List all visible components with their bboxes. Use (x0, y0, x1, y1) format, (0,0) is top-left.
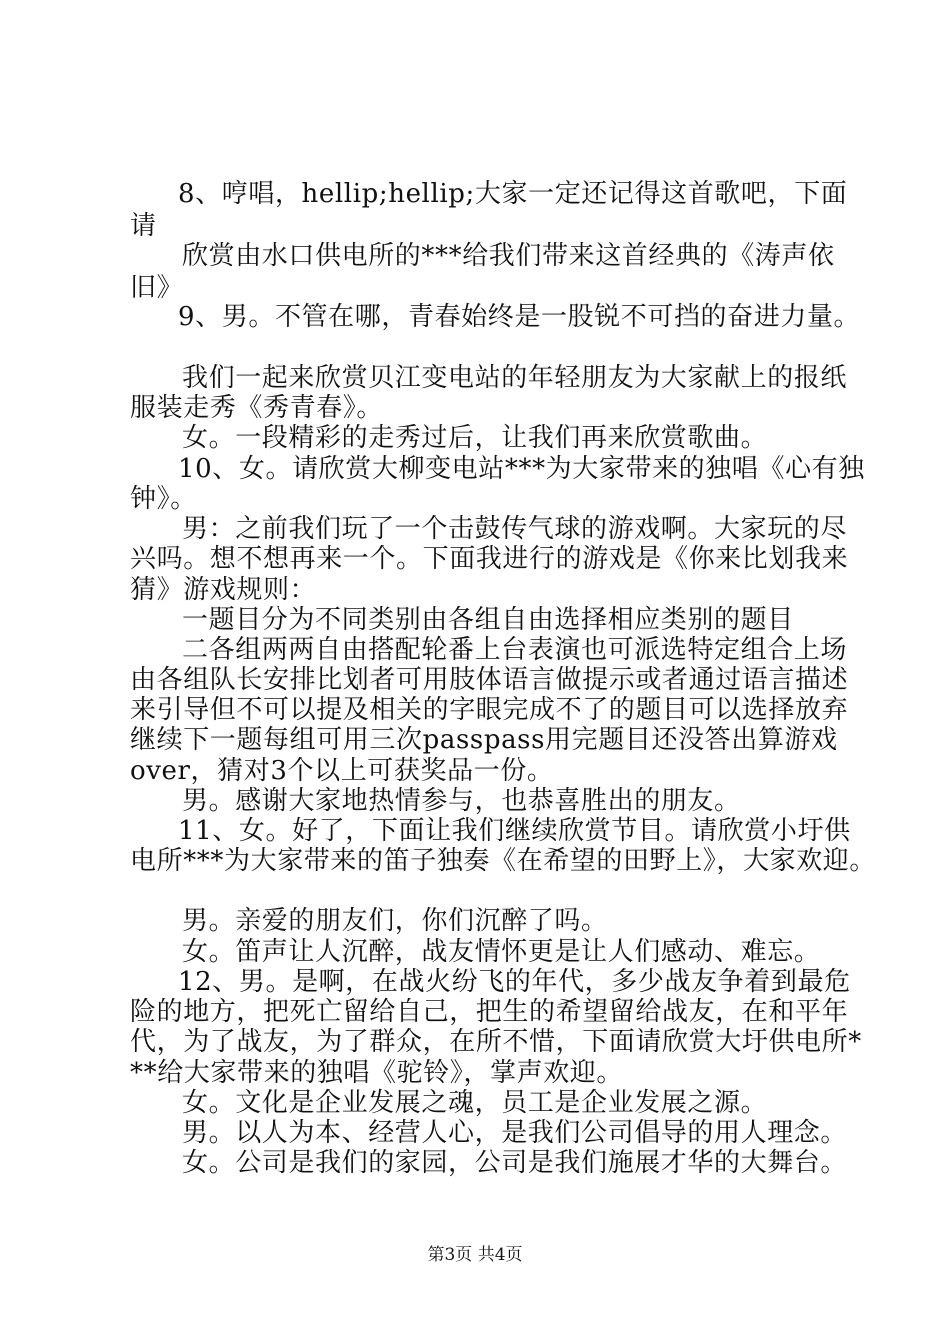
text-line: 12、男。是啊，在战火纷飞的年代，多少战友争着到最危 (178, 967, 851, 997)
text-line: 我们一起来欣赏贝江变电站的年轻朋友为大家献上的报纸 (182, 363, 848, 393)
text-line: 8、哼唱，hellip;hellip;大家一定还记得这首歌吧，下面 (178, 179, 848, 209)
text-line: 兴吗。想不想再来一个。下面我进行的游戏是《你来比划我来 (130, 544, 849, 574)
text-line: 男。感谢大家地热情参与，也恭喜胜出的朋友。 (182, 786, 741, 816)
text-line: 一题目分为不同类别由各组自由选择相应类别的题目 (182, 605, 794, 635)
text-line: 猜》游戏规则： (130, 575, 317, 605)
text-line: 旧》 (130, 273, 184, 303)
page-footer: 第3页 共4页 (427, 1245, 523, 1265)
text-line: 9、男。不管在哪，青春始终是一股锐不可挡的奋进力量。 (178, 302, 861, 332)
text-line: 男。以人为本、经营人心，是我们公司倡导的用人理念。 (182, 1118, 848, 1148)
text-line: 服装走秀《秀青春》。 (130, 393, 384, 423)
text-line: 继续下一题每组可用三次passpass用完题目还没答出算游戏 (130, 725, 838, 755)
text-line: 男：之前我们玩了一个击鼓传气球的游戏啊。大家玩的尽 (182, 514, 848, 544)
text-line: over，猜对3个以上可获奖品一份。 (130, 756, 554, 786)
text-line: 来引导但不可以提及相关的字眼完成不了的题目可以选择放弃 (130, 695, 849, 725)
text-line: 欣赏由水口供电所的***给我们带来这首经典的《涛声依 (182, 241, 835, 271)
text-line: 女。公司是我们的家园，公司是我们施展才华的大舞台。 (182, 1148, 848, 1178)
text-line: 代，为了战友，为了群众，在所不惜，下面请欣赏大圩供电所* (130, 1027, 862, 1057)
text-line: 由各组队长安排比划者可用肢体语言做提示或者通过语言描述 (130, 665, 849, 695)
text-line: 男。亲爱的朋友们，你们沉醉了吗。 (182, 906, 608, 936)
text-line: 钟》。 (130, 484, 197, 514)
text-line: 10、女。请欣赏大柳变电站***为大家带来的独唱《心有独 (178, 454, 865, 484)
text-line: 女。笛声让人沉醉，战友情怀更是让人们感动、难忘。 (182, 937, 821, 967)
text-line: 电所***为大家带来的笛子独奏《在希望的田野上》，大家欢迎。 (130, 846, 877, 876)
text-line: 女。文化是企业发展之魂，员工是企业发展之源。 (182, 1088, 768, 1118)
text-line: 女。一段精彩的走秀过后，让我们再来欣赏歌曲。 (182, 423, 768, 453)
text-line: 险的地方，把死亡留给自己，把生的希望留给战友，在和平年 (130, 997, 849, 1027)
text-line: 请 (130, 211, 157, 241)
text-line: **给大家带来的独唱《驼铃》，掌声欢迎。 (130, 1058, 624, 1088)
text-line: 11、女。好了，下面让我们继续欣赏节目。请欣赏小圩供 (178, 816, 851, 846)
text-line: 二各组两两自由搭配轮番上台表演也可派选特定组合上场 (182, 635, 848, 665)
